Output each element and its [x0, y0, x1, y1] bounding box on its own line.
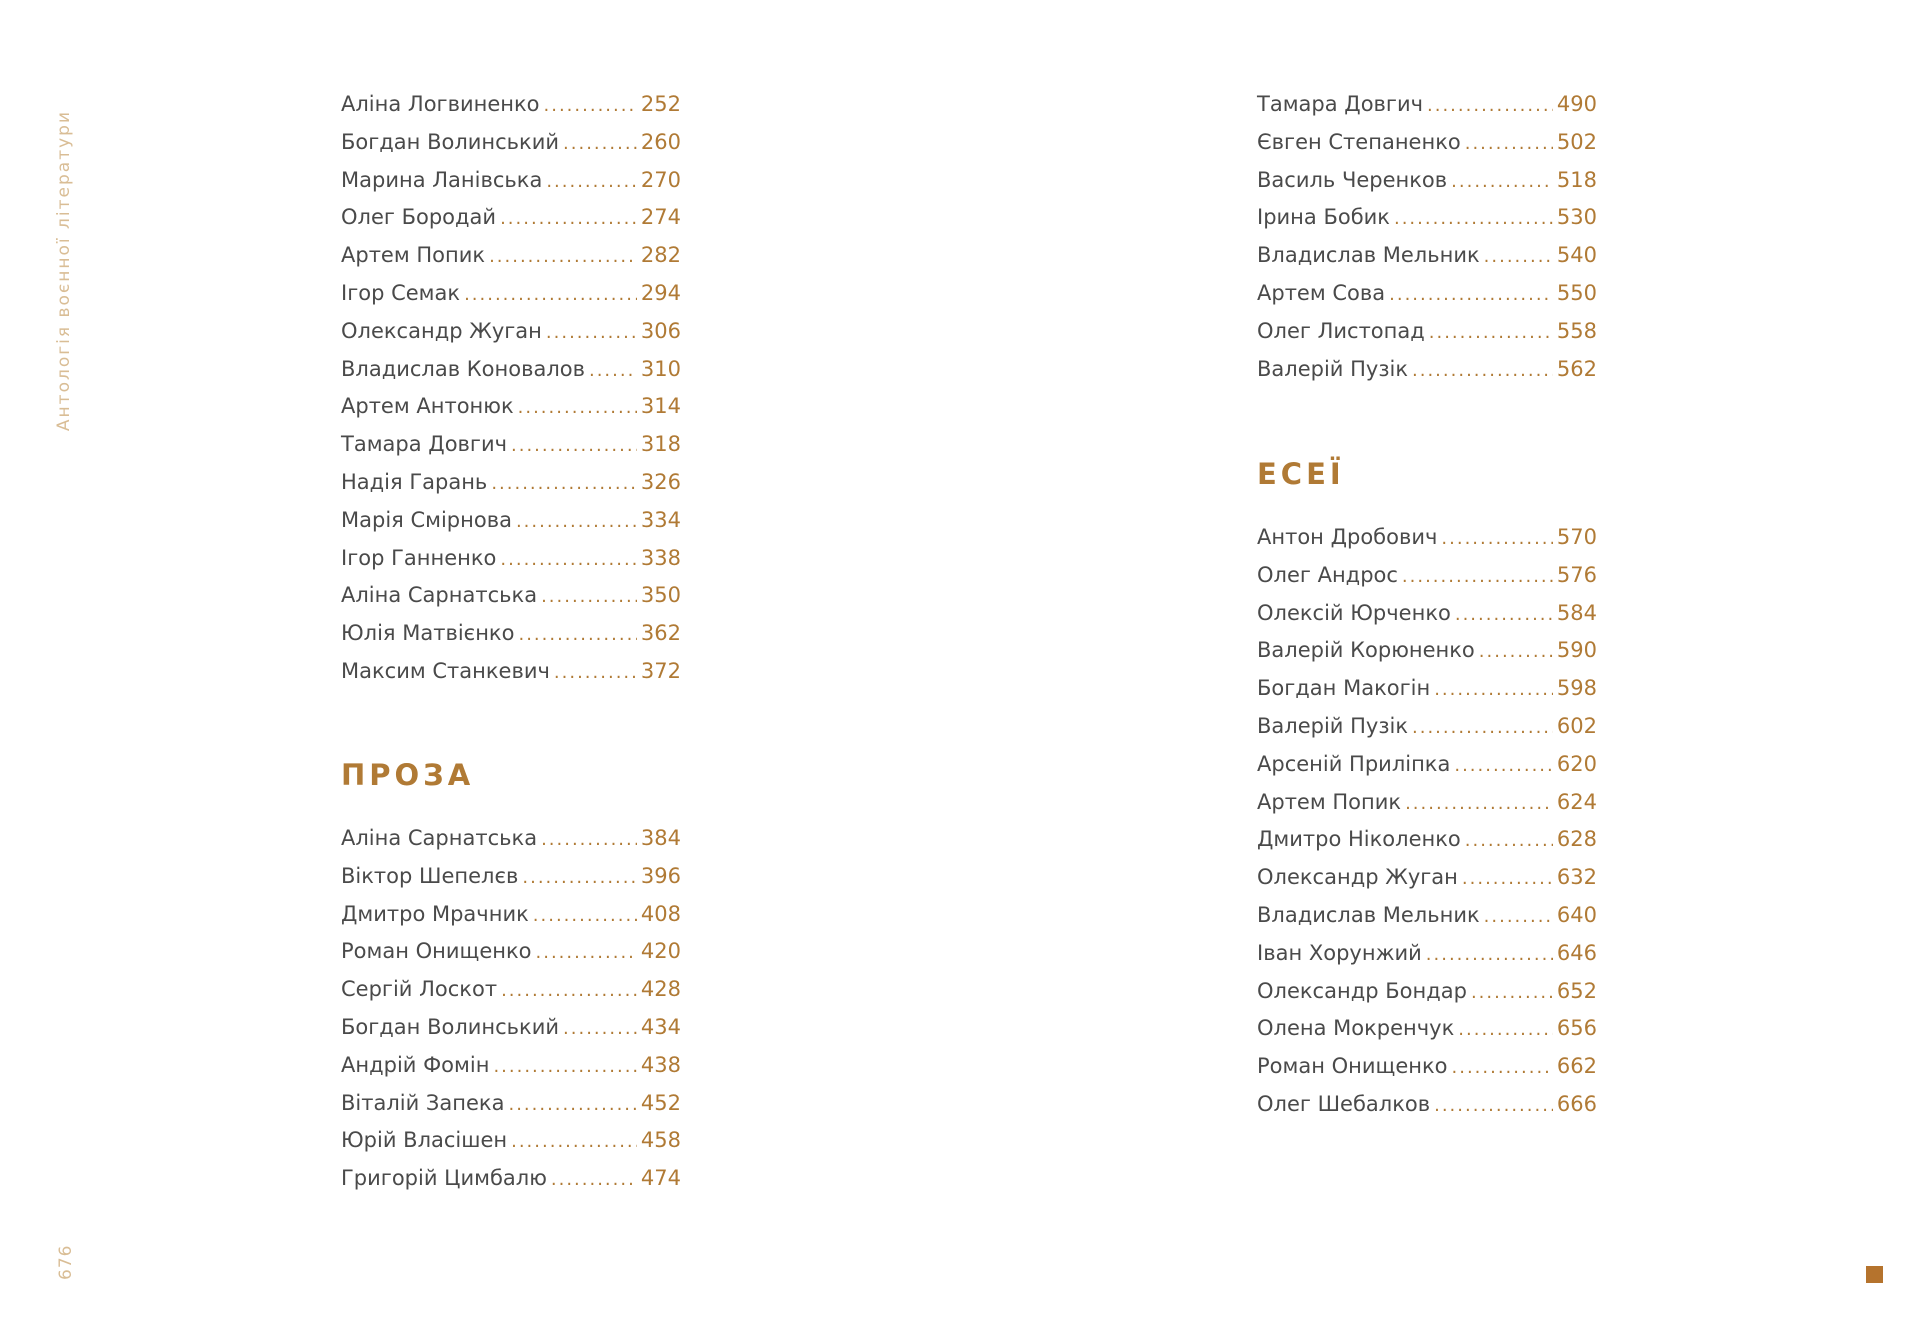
toc-entry[interactable]: [341, 659, 681, 697]
dot-leader: [489, 246, 637, 267]
author-name: Марина Ланівська: [341, 167, 543, 192]
toc-entry[interactable]: [1257, 790, 1597, 828]
dot-leader: [544, 95, 637, 116]
toc-entry[interactable]: [1257, 130, 1597, 168]
toc-entry[interactable]: [1257, 1092, 1597, 1130]
page-ref: 646: [1556, 940, 1597, 965]
dot-leader: [1452, 1057, 1553, 1078]
dot-leader: [1429, 322, 1553, 343]
page-ref: 408: [640, 901, 681, 926]
author-name: Григорій Цимбалю: [341, 1166, 547, 1191]
toc-entry[interactable]: [341, 357, 681, 395]
author-name: Роман Онищенко: [1257, 1054, 1448, 1079]
author-name: Аліна Логвиненко: [341, 92, 540, 116]
dot-leader: [1451, 171, 1553, 192]
toc-entry[interactable]: [1257, 714, 1597, 752]
page-ref: 334: [640, 507, 681, 532]
page-ref: 372: [640, 658, 681, 683]
author-name: Артем Попик: [341, 243, 486, 268]
toc-entry[interactable]: [1257, 752, 1597, 790]
corner-marker: [1866, 1266, 1883, 1283]
page-ref: 640: [1556, 902, 1597, 927]
author-name: Максим Станкевич: [341, 658, 550, 683]
dot-leader: [518, 624, 636, 645]
dot-leader: [1402, 566, 1553, 587]
page-ref: 598: [1556, 676, 1597, 701]
toc-left-column: [341, 92, 681, 697]
dot-leader: [563, 133, 637, 154]
dot-leader: [1434, 1095, 1553, 1116]
author-name: Віктор Шепелєв: [341, 863, 519, 888]
author-name: Аліна Сарнатська: [341, 826, 538, 850]
dot-leader: [500, 208, 637, 229]
toc-essays-column: [1257, 525, 1597, 1130]
toc-entry[interactable]: [1257, 563, 1597, 601]
author-name: Артем Антонюк: [341, 394, 514, 419]
dot-leader: [1412, 717, 1553, 738]
author-name: Владислав Мельник: [1257, 902, 1480, 927]
toc-entry[interactable]: [341, 243, 681, 281]
page-ref: 584: [1556, 600, 1597, 625]
dot-leader: [551, 1169, 637, 1190]
toc-entry[interactable]: [341, 902, 681, 940]
author-name: Дмитро Мрачник: [341, 901, 529, 926]
toc-list: [1257, 92, 1597, 394]
author-name: Валерій Корюненко: [1257, 638, 1475, 663]
page-ref: 558: [1556, 318, 1597, 343]
page-ref: 518: [1556, 167, 1597, 192]
dot-leader: [1471, 982, 1553, 1003]
page-ref: 632: [1556, 865, 1597, 890]
page-ref: 540: [1556, 243, 1597, 268]
dot-leader: [1434, 679, 1553, 700]
author-name: Артем Сова: [1257, 280, 1386, 305]
author-name: Антон Дробович: [1257, 525, 1438, 549]
toc-entry[interactable]: [1257, 525, 1597, 563]
toc-entry[interactable]: [1257, 601, 1597, 639]
page-ref: 428: [640, 977, 681, 1002]
dot-leader: [511, 1131, 637, 1152]
author-name: Олексій Юрченко: [1257, 600, 1451, 625]
page-ref: 438: [640, 1052, 681, 1077]
toc-entry[interactable]: [341, 621, 681, 659]
dot-leader: [1484, 246, 1553, 267]
dot-leader: [501, 980, 637, 1001]
toc-entry[interactable]: [1257, 903, 1597, 941]
dot-leader: [563, 1018, 637, 1039]
author-name: Богдан Волинський: [341, 1014, 560, 1039]
author-name: Богдан Макогін: [1257, 676, 1431, 701]
toc-entry[interactable]: [341, 583, 681, 621]
dot-leader: [541, 829, 637, 850]
page-ref: 362: [640, 621, 681, 646]
dot-leader: [516, 511, 637, 532]
page-ref: 652: [1556, 978, 1597, 1003]
page-ref: 570: [1556, 525, 1597, 549]
toc-entry[interactable]: [1257, 1054, 1597, 1092]
author-name: Богдан Волинський: [341, 129, 560, 154]
author-name: Дмитро Ніколенко: [1257, 827, 1461, 852]
dot-leader: [500, 549, 637, 570]
author-name: Іван Хорунжий: [1257, 940, 1422, 965]
dot-leader: [1389, 284, 1553, 305]
page-ref: 326: [640, 469, 681, 494]
toc-prose-column: [341, 826, 681, 1204]
toc-entry[interactable]: [341, 130, 681, 168]
dot-leader: [1455, 604, 1553, 625]
dot-leader: [1412, 360, 1553, 381]
dot-leader: [1465, 133, 1553, 154]
toc-entry[interactable]: [341, 319, 681, 357]
dot-leader: [1426, 944, 1553, 965]
author-name: Юрій Власішен: [341, 1128, 508, 1153]
page-ref: 620: [1556, 751, 1597, 776]
dot-leader: [1458, 1019, 1553, 1040]
page-ref: 318: [640, 432, 681, 457]
dot-leader: [491, 473, 637, 494]
dot-leader: [589, 360, 637, 381]
dot-leader: [493, 1056, 636, 1077]
author-name: Євген Степаненко: [1257, 129, 1461, 154]
page-ref: 624: [1556, 789, 1597, 814]
page-ref: 474: [640, 1166, 681, 1191]
page-number: [56, 1244, 91, 1300]
toc-entry[interactable]: [1257, 281, 1597, 319]
page-ref: 260: [640, 129, 681, 154]
author-name: Олег Андрос: [1257, 562, 1398, 587]
toc-entry[interactable]: [341, 1015, 681, 1053]
page-ref: 384: [640, 826, 681, 850]
dot-leader: [541, 586, 637, 607]
author-name: Тамара Довгич: [1257, 92, 1424, 116]
dot-leader: [533, 905, 637, 926]
toc-entry[interactable]: [341, 546, 681, 584]
page-ref: 420: [640, 939, 681, 964]
author-name: Валерій Пузік: [1257, 356, 1409, 381]
dot-leader: [1427, 95, 1553, 116]
author-name: Аліна Сарнатська: [341, 583, 538, 608]
page-ref: 338: [640, 545, 681, 570]
page-ref: 350: [640, 583, 681, 608]
toc-entry[interactable]: [341, 1091, 681, 1129]
dot-leader: [1479, 641, 1553, 662]
author-name: Сергій Лоскот: [341, 977, 498, 1002]
page-ref: 274: [640, 205, 681, 230]
author-name: Владислав Мельник: [1257, 243, 1480, 268]
toc-entry[interactable]: [341, 394, 681, 432]
toc-list: [341, 92, 681, 697]
dot-leader: [536, 942, 637, 963]
toc-entry[interactable]: [1257, 92, 1597, 130]
page-ref: 550: [1556, 280, 1597, 305]
author-name: Ігор Семак: [341, 280, 461, 305]
toc-entry[interactable]: [1257, 865, 1597, 903]
toc-entry[interactable]: [1257, 168, 1597, 206]
toc-entry[interactable]: [341, 1128, 681, 1166]
dot-leader: [546, 171, 637, 192]
page-ref: 282: [640, 243, 681, 268]
page-ref: 662: [1556, 1054, 1597, 1079]
page-ref: 562: [1556, 356, 1597, 381]
page-ref: 310: [640, 356, 681, 381]
author-name: Олександр Жуган: [341, 318, 542, 343]
author-name: Олег Шебалков: [1257, 1091, 1431, 1116]
page-ref: 396: [640, 863, 681, 888]
toc-entry[interactable]: [341, 92, 681, 130]
running-head-text: Антологія воєнної літератури: [54, 110, 74, 432]
dot-leader: [511, 435, 637, 456]
page-ref: 628: [1556, 827, 1597, 852]
page-ref: 458: [640, 1128, 681, 1153]
author-name: Марія Смірнова: [341, 507, 512, 532]
toc-list: [341, 826, 681, 1204]
page-ref: 452: [640, 1090, 681, 1115]
toc-entry[interactable]: [341, 1053, 681, 1091]
author-name: Надія Гарань: [341, 469, 488, 494]
author-name: Олег Листопад: [1257, 318, 1425, 343]
author-name: Олена Мокренчук: [1257, 1016, 1455, 1041]
page-ref: 666: [1556, 1091, 1597, 1116]
dot-leader: [522, 867, 637, 888]
author-name: Олександр Жуган: [1257, 865, 1458, 890]
author-name: Владислав Коновалов: [341, 356, 585, 381]
dot-leader: [1484, 906, 1553, 927]
author-name: Ірина Бобик: [1257, 205, 1390, 230]
dot-leader: [1441, 528, 1553, 549]
dot-leader: [1462, 868, 1553, 889]
toc-right-column: [1257, 92, 1597, 394]
author-name: Віталій Запека: [341, 1090, 505, 1115]
page-ref: 270: [640, 167, 681, 192]
dot-leader: [1454, 755, 1553, 776]
toc-entry[interactable]: [341, 508, 681, 546]
toc-entry[interactable]: [341, 826, 681, 864]
page-ref: 502: [1556, 129, 1597, 154]
toc-entry[interactable]: [341, 939, 681, 977]
author-name: Роман Онищенко: [341, 939, 532, 964]
toc-entry[interactable]: [1257, 676, 1597, 714]
page-ref: 294: [640, 280, 681, 305]
page-ref: 590: [1556, 638, 1597, 663]
toc-entry[interactable]: [1257, 1016, 1597, 1054]
dot-leader: [464, 284, 637, 305]
author-name: Валерій Пузік: [1257, 713, 1409, 738]
author-name: Ігор Ганненко: [341, 545, 497, 570]
dot-leader: [518, 397, 637, 418]
page-ref: 602: [1556, 713, 1597, 738]
page-ref: 490: [1556, 92, 1597, 116]
author-name: Василь Черенков: [1257, 167, 1448, 192]
toc-entry[interactable]: [1257, 319, 1597, 357]
toc-entry[interactable]: [1257, 205, 1597, 243]
toc-entry[interactable]: [1257, 979, 1597, 1017]
dot-leader: [508, 1094, 636, 1115]
dot-leader: [1394, 208, 1553, 229]
dot-leader: [546, 322, 637, 343]
author-name: Андрій Фомін: [341, 1052, 490, 1077]
author-name: Тамара Довгич: [341, 432, 508, 457]
author-name: Артем Попик: [1257, 789, 1402, 814]
page-ref: 252: [640, 92, 681, 116]
page-number-text: 676: [56, 1244, 76, 1280]
page-ref: 314: [640, 394, 681, 419]
author-name: Юлія Матвієнко: [341, 621, 515, 646]
page-ref: 434: [640, 1014, 681, 1039]
toc-entry[interactable]: [1257, 638, 1597, 676]
toc-entry[interactable]: [341, 1166, 681, 1204]
toc-entry[interactable]: [341, 977, 681, 1015]
toc-entry[interactable]: [341, 168, 681, 206]
toc-entry[interactable]: [1257, 827, 1597, 865]
page-ref: 576: [1556, 562, 1597, 587]
section-title-esei: ЕСЕЇ: [1257, 457, 1345, 491]
toc-entry[interactable]: [1257, 357, 1597, 395]
dot-leader: [1405, 793, 1553, 814]
section-title-proza: ПРОЗА: [341, 758, 475, 792]
toc-entry[interactable]: [1257, 941, 1597, 979]
author-name: Арсеній Приліпка: [1257, 751, 1451, 776]
toc-entry[interactable]: [1257, 243, 1597, 281]
toc-entry[interactable]: [341, 205, 681, 243]
page-ref: 306: [640, 318, 681, 343]
toc-entry[interactable]: [341, 432, 681, 470]
author-name: Олег Бородай: [341, 205, 497, 230]
author-name: Олександр Бондар: [1257, 978, 1467, 1003]
dot-leader: [554, 662, 637, 683]
page-ref: 530: [1556, 205, 1597, 230]
toc-entry[interactable]: [341, 864, 681, 902]
dot-leader: [1465, 830, 1553, 851]
toc-list: [1257, 525, 1597, 1130]
toc-entry[interactable]: [341, 281, 681, 319]
page-ref: 656: [1556, 1016, 1597, 1041]
toc-entry[interactable]: [341, 470, 681, 508]
